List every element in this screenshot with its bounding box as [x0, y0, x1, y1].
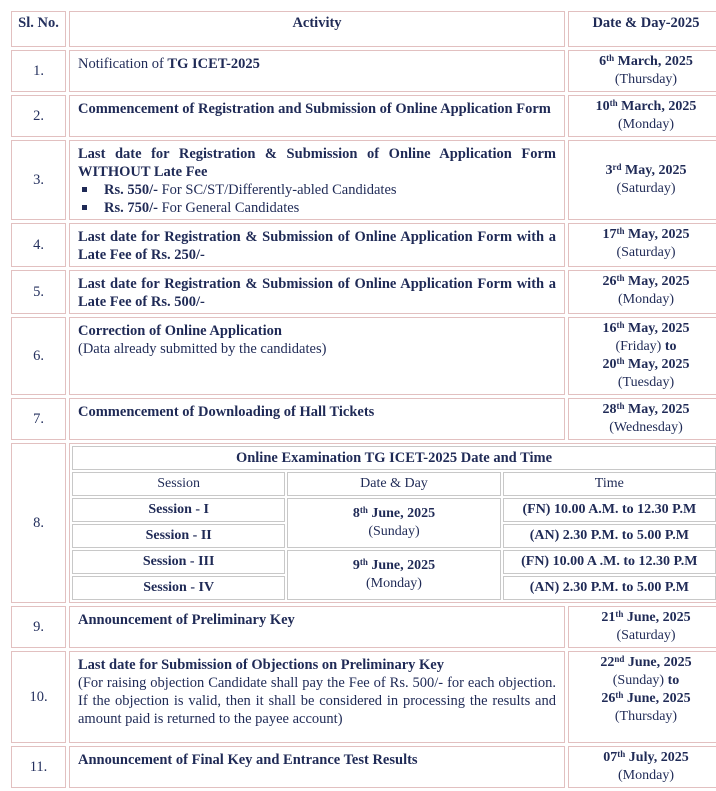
table-row: [11, 140, 716, 220]
session-time: (FN) 10.00 A.M. to 12.30 P.M: [503, 498, 716, 522]
exam-cell: [69, 443, 716, 603]
row-number: 1.: [11, 50, 66, 92]
exam-col-date: Date & Day: [287, 472, 500, 496]
activity-cell: Last date for Registration & Submission of Online Application Form with a Late Fee of Rs. 250/-: [69, 223, 565, 267]
activity-cell: Commencement of Registration and Submission of Online Application Form: [69, 95, 565, 137]
date-cell: 3rd May, 2025 (Saturday): [568, 140, 716, 220]
exam-col-session: Session: [72, 472, 285, 496]
row-number: 6.: [11, 317, 66, 395]
activity-cell: Notification of TG ICET-2025: [69, 50, 565, 92]
session-name: Session - II: [72, 524, 285, 548]
table-row: [11, 95, 716, 137]
table-row: [11, 651, 716, 743]
table-row: [11, 270, 716, 314]
activity-cell: Last date for Registration & Submission of Online Application Form WITHOUT Late Fee Rs. 550/- For SC/ST/Differently-abled Candidates Rs. 750/- For General Candidates: [69, 140, 565, 220]
date-cell: 6th March, 2025 (Thursday): [568, 50, 716, 92]
activity-cell: Announcement of Preliminary Key: [69, 606, 565, 648]
table-row: [11, 223, 716, 267]
table-row-exam: [11, 443, 716, 603]
date-cell: 16th May, 2025 (Friday) to 20th May, 2025 (Tuesday): [568, 317, 716, 395]
schedule-table: [8, 8, 716, 791]
table-row: [11, 50, 716, 92]
row-number: 2.: [11, 95, 66, 137]
row-number: 7.: [11, 398, 66, 440]
session-time: (FN) 10.00 A .M. to 12.30 P.M: [503, 550, 716, 574]
header-activity: Activity: [69, 11, 565, 47]
table-row: [11, 398, 716, 440]
row-number: 4.: [11, 223, 66, 267]
table-row: [11, 746, 716, 788]
date-cell: 28th May, 2025 (Wednesday): [568, 398, 716, 440]
activity-cell: Commencement of Downloading of Hall Tickets: [69, 398, 565, 440]
table-row: [11, 606, 716, 648]
header-date: Date & Day-2025: [568, 11, 716, 47]
row-number: 3.: [11, 140, 66, 220]
date-cell: 26th May, 2025 (Monday): [568, 270, 716, 314]
exam-col-time: Time: [503, 472, 716, 496]
row-number: 11.: [11, 746, 66, 788]
table-row: [11, 317, 716, 395]
session-date: 8th June, 2025 (Sunday): [287, 498, 500, 548]
header-sl-no: Sl. No.: [11, 11, 66, 47]
date-cell: 21th June, 2025 (Saturday): [568, 606, 716, 648]
activity-cell: Last date for Submission of Objections on Preliminary Key (For raising objection Candidate shall pay the Fee of Rs. 500/- for each objection. If the objection is valid, then it shall be considered in processing the results and amount paid is returned to the payee account): [69, 651, 565, 743]
row-number: 5.: [11, 270, 66, 314]
exam-title: Online Examination TG ICET-2025 Date and Time: [72, 446, 716, 470]
date-cell: 22nd June, 2025 (Sunday) to 26th June, 2025 (Thursday): [568, 651, 716, 743]
activity-cell: Announcement of Final Key and Entrance Test Results: [69, 746, 565, 788]
session-date: 9th June, 2025 (Monday): [287, 550, 500, 600]
date-cell: 10th March, 2025 (Monday): [568, 95, 716, 137]
header-row: [11, 11, 716, 47]
row-number: 9.: [11, 606, 66, 648]
session-name: Session - I: [72, 498, 285, 522]
row-number: 8.: [11, 443, 66, 603]
session-time: (AN) 2.30 P.M. to 5.00 P.M: [503, 576, 716, 600]
session-name: Session - IV: [72, 576, 285, 600]
list-item: Rs. 750/- For General Candidates: [104, 199, 556, 217]
activity-cell: Correction of Online Application (Data already submitted by the candidates): [69, 317, 565, 395]
row-number: 10.: [11, 651, 66, 743]
session-time: (AN) 2.30 P.M. to 5.00 P.M: [503, 524, 716, 548]
date-cell: 17th May, 2025 (Saturday): [568, 223, 716, 267]
activity-cell: Last date for Registration & Submission of Online Application Form with a Late Fee of Rs. 500/-: [69, 270, 565, 314]
fee-list: [78, 181, 556, 217]
exam-table: [70, 444, 716, 602]
list-item: Rs. 550/- For SC/ST/Differently-abled Candidates: [104, 181, 556, 199]
date-cell: 07th July, 2025 (Monday): [568, 746, 716, 788]
session-name: Session - III: [72, 550, 285, 574]
